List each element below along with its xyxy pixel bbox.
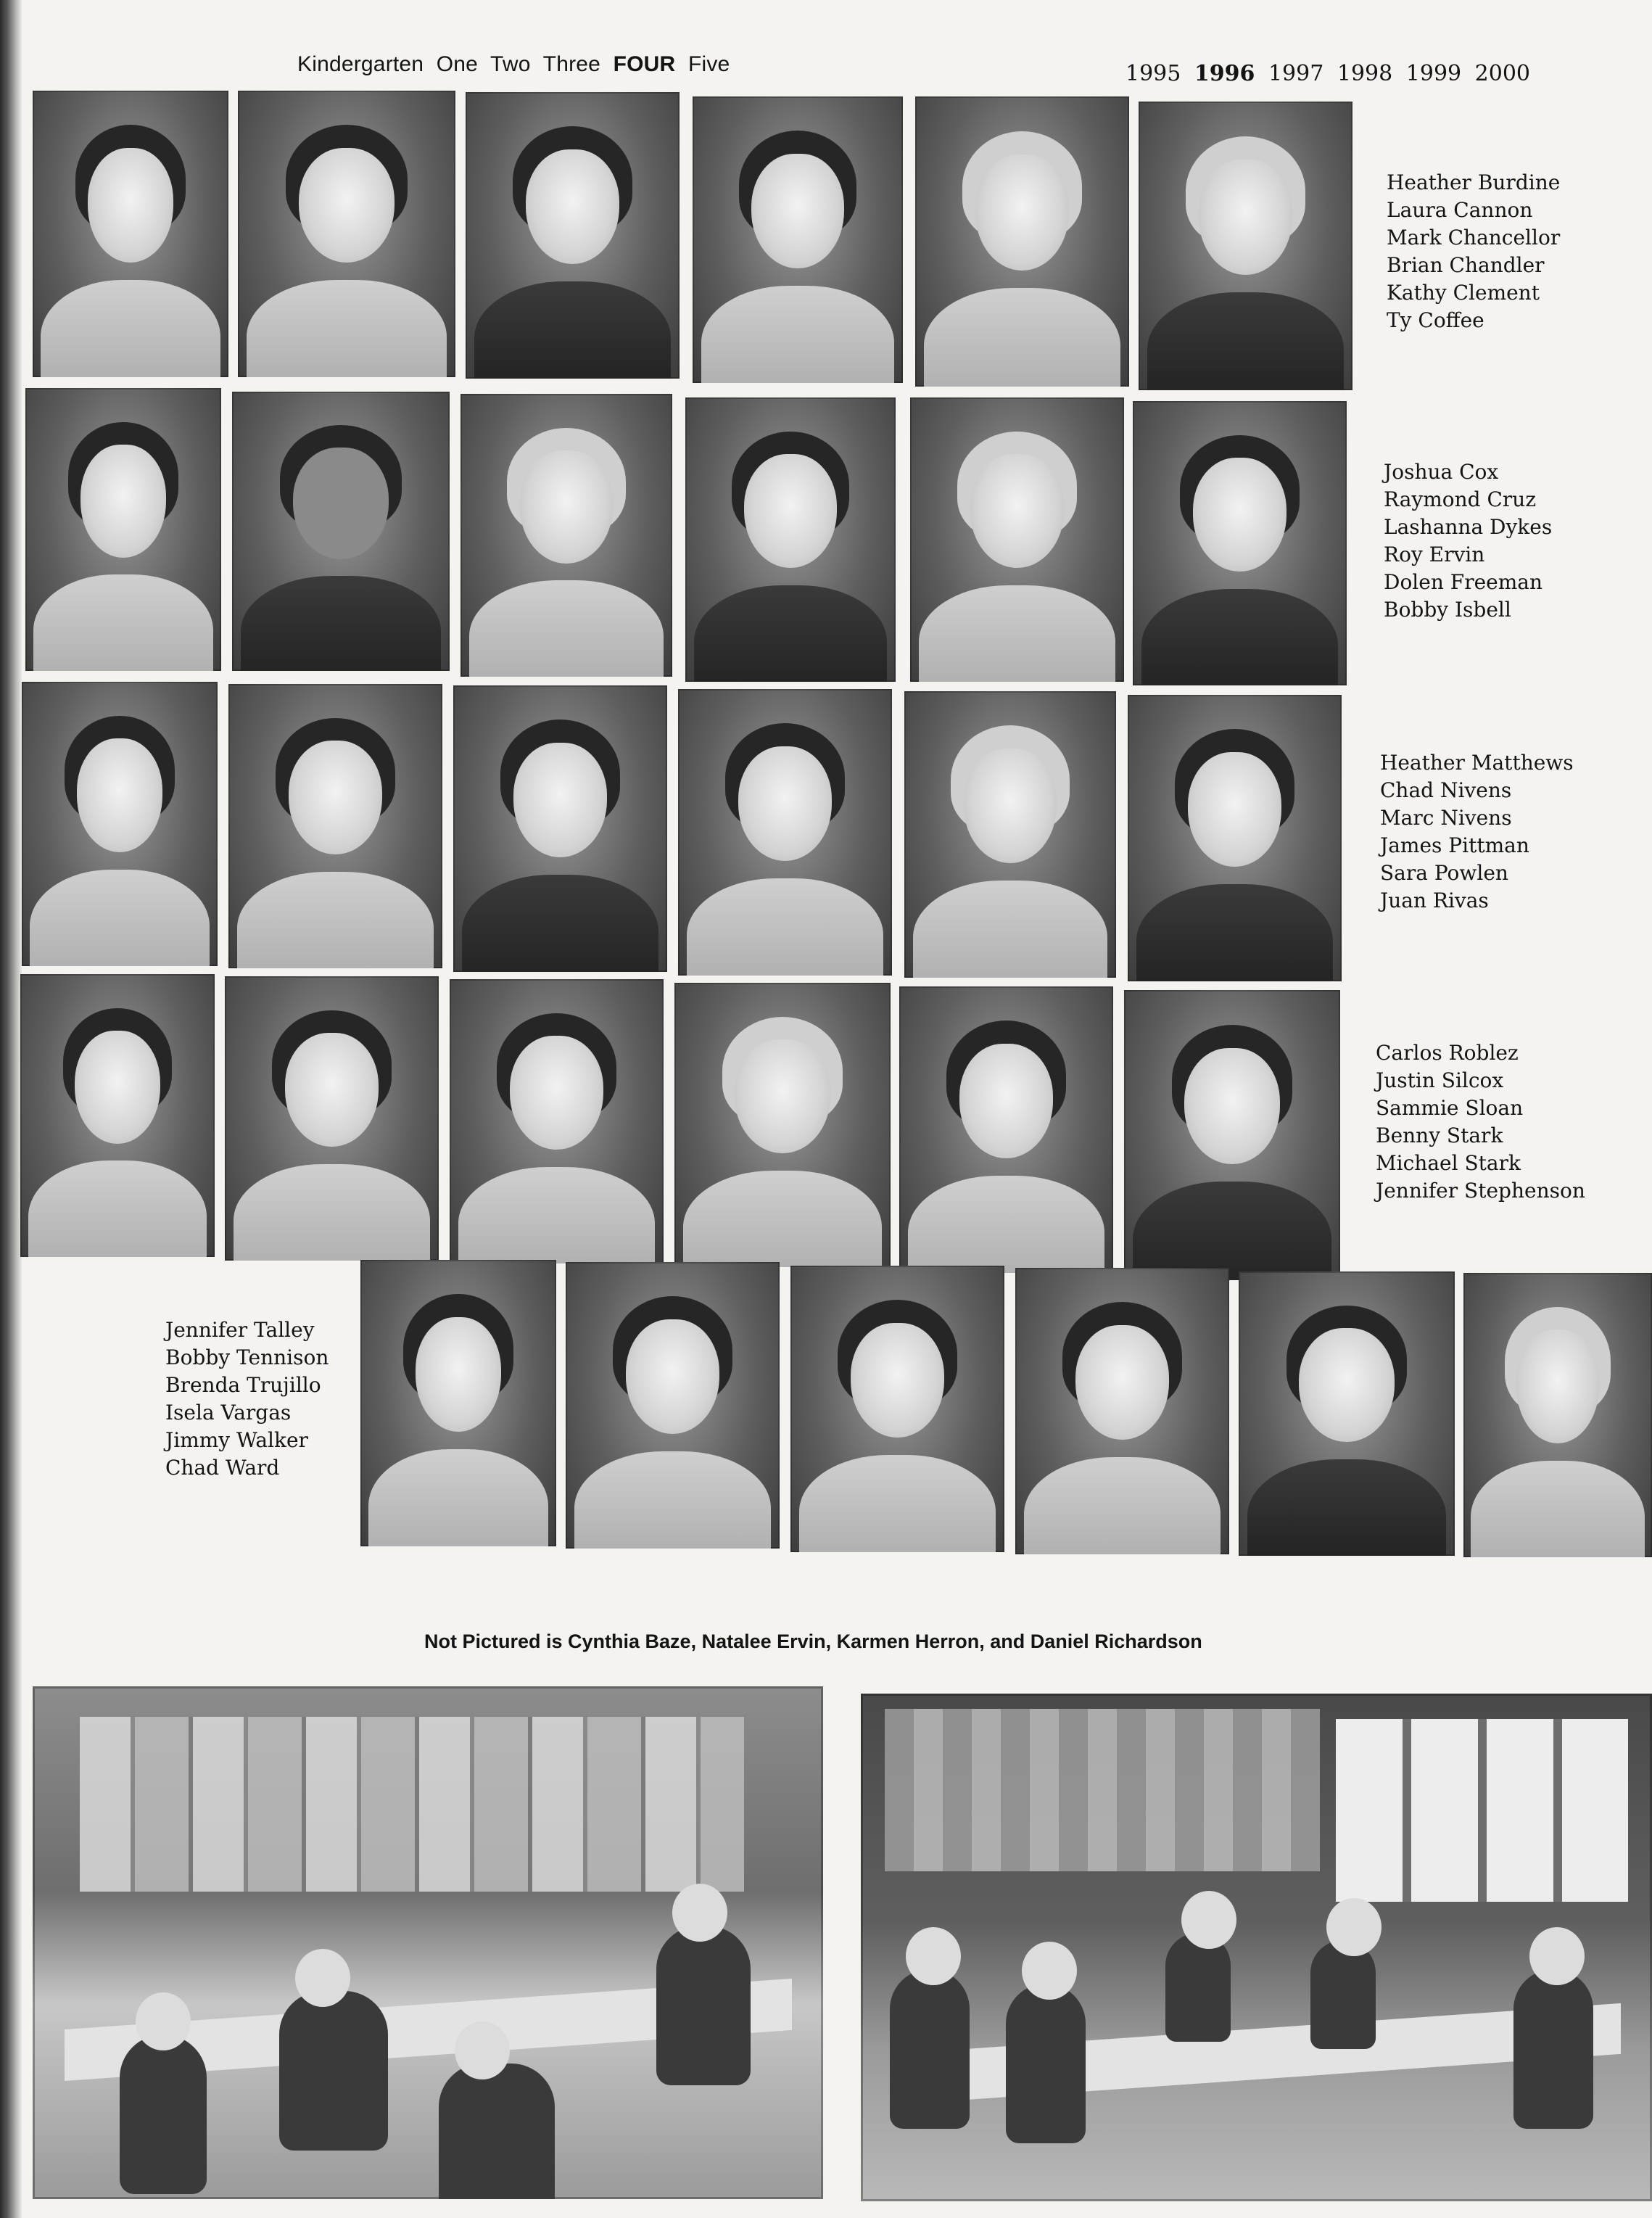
- student-name: Chad Ward: [165, 1456, 280, 1480]
- name-list-row-3: [1380, 749, 1574, 915]
- portrait-photo: [1133, 401, 1347, 685]
- not-pictured-caption: Not Pictured is Cynthia Baze, Natalee Ervin, Karmen Herron, and Daniel Richardson: [424, 1630, 1202, 1652]
- portrait-photo: [790, 1266, 1004, 1552]
- grade-kindergarten: Kindergarten: [297, 52, 424, 76]
- student-name: Ty Coffee: [1387, 308, 1484, 332]
- portrait-photo: [674, 983, 891, 1267]
- portrait-photo: [915, 96, 1129, 387]
- grade-four-current: FOUR: [613, 52, 676, 76]
- student-name: Justin Silcox: [1376, 1068, 1504, 1092]
- name-list-row-4: [1376, 1039, 1585, 1205]
- year-1997: 1997: [1268, 61, 1324, 86]
- book-spine: [0, 0, 22, 2218]
- student-name: Carlos Roblez: [1376, 1041, 1519, 1065]
- classroom-candid-photo-right: [861, 1694, 1652, 2201]
- portrait-photo: [225, 976, 439, 1261]
- name-list-row-1: [1387, 169, 1560, 334]
- grade-levels-header: [297, 52, 736, 77]
- student-name: Juan Rivas: [1380, 889, 1489, 912]
- portrait-photo: [1239, 1271, 1455, 1556]
- student-name: Lashanna Dykes: [1384, 515, 1553, 539]
- student-name: Brian Chandler: [1387, 253, 1545, 277]
- student-name: Bobby Isbell: [1384, 598, 1511, 622]
- portrait-photo: [450, 979, 664, 1263]
- student-name: Jennifer Stephenson: [1376, 1179, 1585, 1203]
- student-name: Brenda Trujillo: [165, 1373, 321, 1397]
- portrait-photo: [693, 96, 903, 383]
- portrait-photo: [453, 685, 667, 972]
- classroom-candid-photo-left: [33, 1686, 823, 2199]
- student-name: Michael Stark: [1376, 1151, 1521, 1175]
- portrait-photo: [1463, 1273, 1652, 1557]
- portrait-photo: [238, 91, 455, 377]
- student-name: Chad Nivens: [1380, 778, 1512, 802]
- student-name: Heather Matthews: [1380, 751, 1574, 775]
- grade-three: Three: [542, 52, 601, 76]
- portrait-photo: [1128, 695, 1342, 981]
- year-1995: 1995: [1126, 61, 1181, 86]
- student-name: James Pittman: [1380, 833, 1529, 857]
- portrait-photo: [228, 684, 442, 968]
- portrait-photo: [466, 92, 680, 379]
- portrait-photo: [461, 394, 672, 677]
- student-name: Dolen Freeman: [1384, 570, 1542, 594]
- student-name: Sara Powlen: [1380, 861, 1508, 885]
- portrait-photo: [232, 392, 450, 671]
- year-1998: 1998: [1337, 61, 1393, 86]
- student-name: Benny Stark: [1376, 1124, 1503, 1147]
- grade-five: Five: [687, 52, 730, 76]
- grade-two: Two: [490, 52, 531, 76]
- student-name: Kathy Clement: [1387, 281, 1540, 305]
- portrait-photo: [910, 397, 1124, 682]
- portrait-photo: [33, 91, 228, 377]
- name-list-row-2: [1384, 458, 1552, 624]
- portrait-photo: [1015, 1268, 1229, 1554]
- student-name: Heather Burdine: [1387, 170, 1561, 194]
- student-name: Marc Nivens: [1380, 806, 1512, 830]
- student-name: Laura Cannon: [1387, 198, 1533, 222]
- portrait-photo: [566, 1262, 780, 1549]
- portrait-photo: [20, 974, 215, 1257]
- student-name: Bobby Tennison: [165, 1345, 329, 1369]
- portrait-photo: [899, 986, 1113, 1273]
- portrait-photo: [1139, 102, 1352, 390]
- years-header: [1126, 61, 1537, 86]
- student-name: Jennifer Talley: [165, 1318, 315, 1342]
- name-list-row-5: [165, 1316, 329, 1482]
- student-name: Roy Ervin: [1384, 543, 1485, 566]
- portrait-photo: [360, 1260, 556, 1546]
- portrait-photo: [904, 691, 1116, 978]
- student-name: Raymond Cruz: [1384, 487, 1537, 511]
- portrait-photo: [22, 682, 218, 966]
- portrait-photo: [685, 397, 896, 682]
- grade-one: One: [436, 52, 479, 76]
- portrait-photo: [25, 388, 221, 671]
- year-1996-current: 1996: [1194, 61, 1255, 86]
- portrait-photo: [678, 689, 892, 976]
- portrait-photo: [1124, 990, 1340, 1280]
- year-1999: 1999: [1405, 61, 1462, 86]
- student-name: Jimmy Walker: [165, 1428, 308, 1452]
- student-name: Isela Vargas: [165, 1401, 292, 1425]
- student-name: Mark Chancellor: [1387, 226, 1561, 250]
- student-name: Joshua Cox: [1384, 460, 1499, 484]
- year-2000: 2000: [1474, 61, 1531, 86]
- student-name: Sammie Sloan: [1376, 1096, 1524, 1120]
